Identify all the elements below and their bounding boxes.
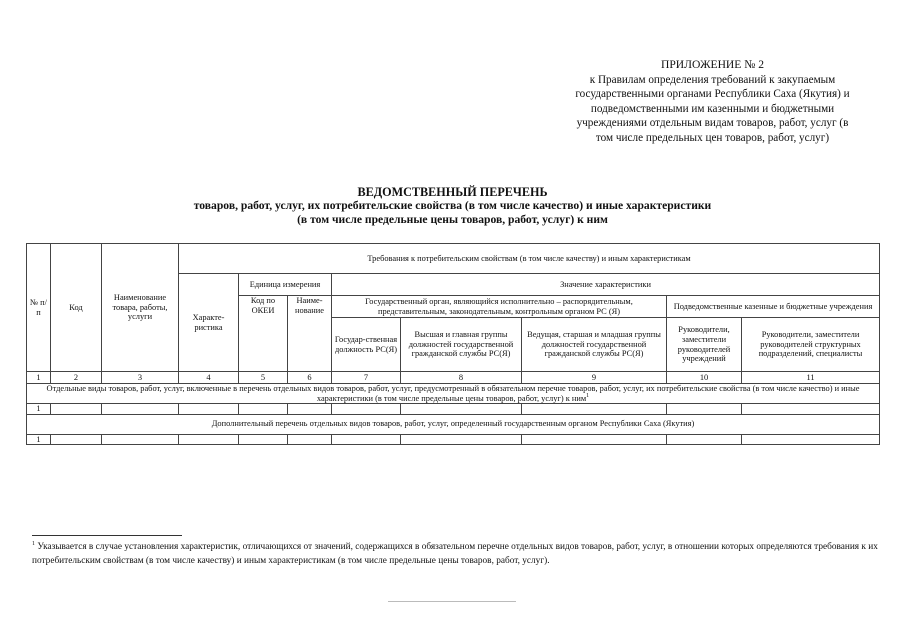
table-cell[interactable] (51, 404, 102, 415)
table-cell[interactable] (667, 404, 742, 415)
appendix-line: учреждениями отдельным видам товаров, работ, услуг (в (576, 117, 849, 129)
footnote-separator (32, 535, 182, 536)
table-cell[interactable] (288, 404, 332, 415)
table-cell[interactable] (522, 404, 667, 415)
column-number: 1 (27, 372, 51, 384)
row-number: 1 (27, 434, 51, 445)
col-header-characteristic: Характе-ристика (179, 274, 239, 372)
table-cell[interactable] (401, 404, 522, 415)
col-header-state-position: Государ-ственная должность РС(Я) (332, 318, 401, 372)
heading-subtitle: товаров, работ, услуг, их потребительские свойства (в том числе качество) и иные характеристики (193, 199, 712, 213)
table-cell[interactable] (332, 434, 401, 445)
column-number: 5 (239, 372, 288, 384)
section-additional-list: Дополнительный перечень отдельных видов товаров, работ, услуг, определенный государственным органом Республики Саха (Якутия) (27, 414, 880, 434)
appendix-block (545, 58, 880, 145)
col-header-code: Код (51, 244, 102, 372)
column-number: 11 (742, 372, 880, 384)
appendix-line: том числе предельных цен товаров, работ, услуг) (595, 131, 830, 144)
col-header-subordinate: Подведомственные казенные и бюджетные учреждения (667, 296, 880, 318)
table-cell[interactable] (239, 404, 288, 415)
document-heading (120, 186, 785, 226)
section-mandatory-text: Отдельные виды товаров, работ, услуг, включенные в перечень отдельных видов товаров, работ, услуг, предусмотренный в обязательном перечне товаров, работ, услуг, их потребительские свойства (в том числе качество) и иные характеристики (в том числе предельные цены товаров, работ, услуг) к ним (46, 384, 860, 403)
table-row (27, 404, 880, 415)
requirements-table (26, 243, 880, 445)
col-header-leading-group: Ведущая, старшая и младшая группы должностей государственной гражданской службы РС(Я) (522, 318, 667, 372)
table-cell[interactable] (239, 434, 288, 445)
col-header-value: Значение характеристики (332, 274, 880, 296)
appendix-title: ПРИЛОЖЕНИЕ № 2 (660, 58, 765, 71)
footnote-mark: 1 (32, 540, 35, 547)
appendix-line: государственными органами Республики Саха (Якутия) и (575, 88, 850, 100)
column-number: 9 (522, 372, 667, 384)
table-cell[interactable] (51, 434, 102, 445)
footnote-text: Указывается в случае установления характеристик, отличающихся от значений, содержащихся в обязательном перечне отдельных видов товаров, работ, услуг, в отношении которых определяются требования к их потребительским свойствам (в том числе качеству) и иным характеристикам (в том числе предельные цены товаров, работ, услуг). (32, 542, 878, 566)
table-cell[interactable] (179, 404, 239, 415)
table-cell[interactable] (667, 434, 742, 445)
col-header-gov-body: Государственный орган, являющийся исполнительно – распорядительным, представительным, законодательным, контрольным органом РС (Я) (332, 296, 667, 318)
footnote (32, 541, 880, 568)
col-header-unit: Единица измерения (239, 274, 332, 296)
table-cell[interactable] (102, 434, 179, 445)
column-number: 10 (667, 372, 742, 384)
table-cell[interactable] (102, 404, 179, 415)
table-cell[interactable] (332, 404, 401, 415)
col-header-requirements: Требования к потребительским свойствам (в том числе качеству) и иным характеристикам (179, 244, 880, 274)
appendix-line: подведомственными им казенными и бюджетными (590, 102, 835, 115)
table-cell[interactable] (179, 434, 239, 445)
table-cell[interactable] (401, 434, 522, 445)
table-row (27, 434, 880, 445)
section-row-additional (27, 414, 880, 434)
col-header-name: Наименование товара, работы, услуги (102, 244, 179, 372)
page-bottom-divider (388, 601, 516, 602)
column-number: 6 (288, 372, 332, 384)
row-number: 1 (27, 404, 51, 415)
col-header-unit-heads: Руководители, заместители руководителей структурных подразделений, специалисты (742, 318, 880, 372)
column-number: 8 (401, 372, 522, 384)
table-cell[interactable] (742, 434, 880, 445)
table-cell[interactable] (522, 434, 667, 445)
col-header-highest-group: Высшая и главная группы должностей государственной гражданской службы РС(Я) (401, 318, 522, 372)
table-cell[interactable] (288, 434, 332, 445)
column-number-row (27, 372, 880, 384)
col-header-number: № п/п (27, 244, 51, 372)
col-header-institution-heads: Руководители, заместители руководителей учреждений (667, 318, 742, 372)
column-number: 2 (51, 372, 102, 384)
section-row-mandatory (27, 384, 880, 404)
col-header-okei: Код по ОКЕИ (239, 296, 288, 372)
heading-subtitle-2: (в том числе предельные цены товаров, работ, услуг) к ним (297, 212, 608, 226)
section-mandatory-list (27, 384, 880, 404)
col-header-unit-name: Наиме-нование (288, 296, 332, 372)
column-number: 7 (332, 372, 401, 384)
table-cell[interactable] (742, 404, 880, 415)
appendix-line: к Правилам определения требований к закупаемым (589, 73, 836, 86)
heading-title: ВЕДОМСТВЕННЫЙ ПЕРЕЧЕНЬ (357, 185, 548, 199)
column-number: 4 (179, 372, 239, 384)
column-number: 3 (102, 372, 179, 384)
footnote-ref: 1 (586, 392, 590, 399)
